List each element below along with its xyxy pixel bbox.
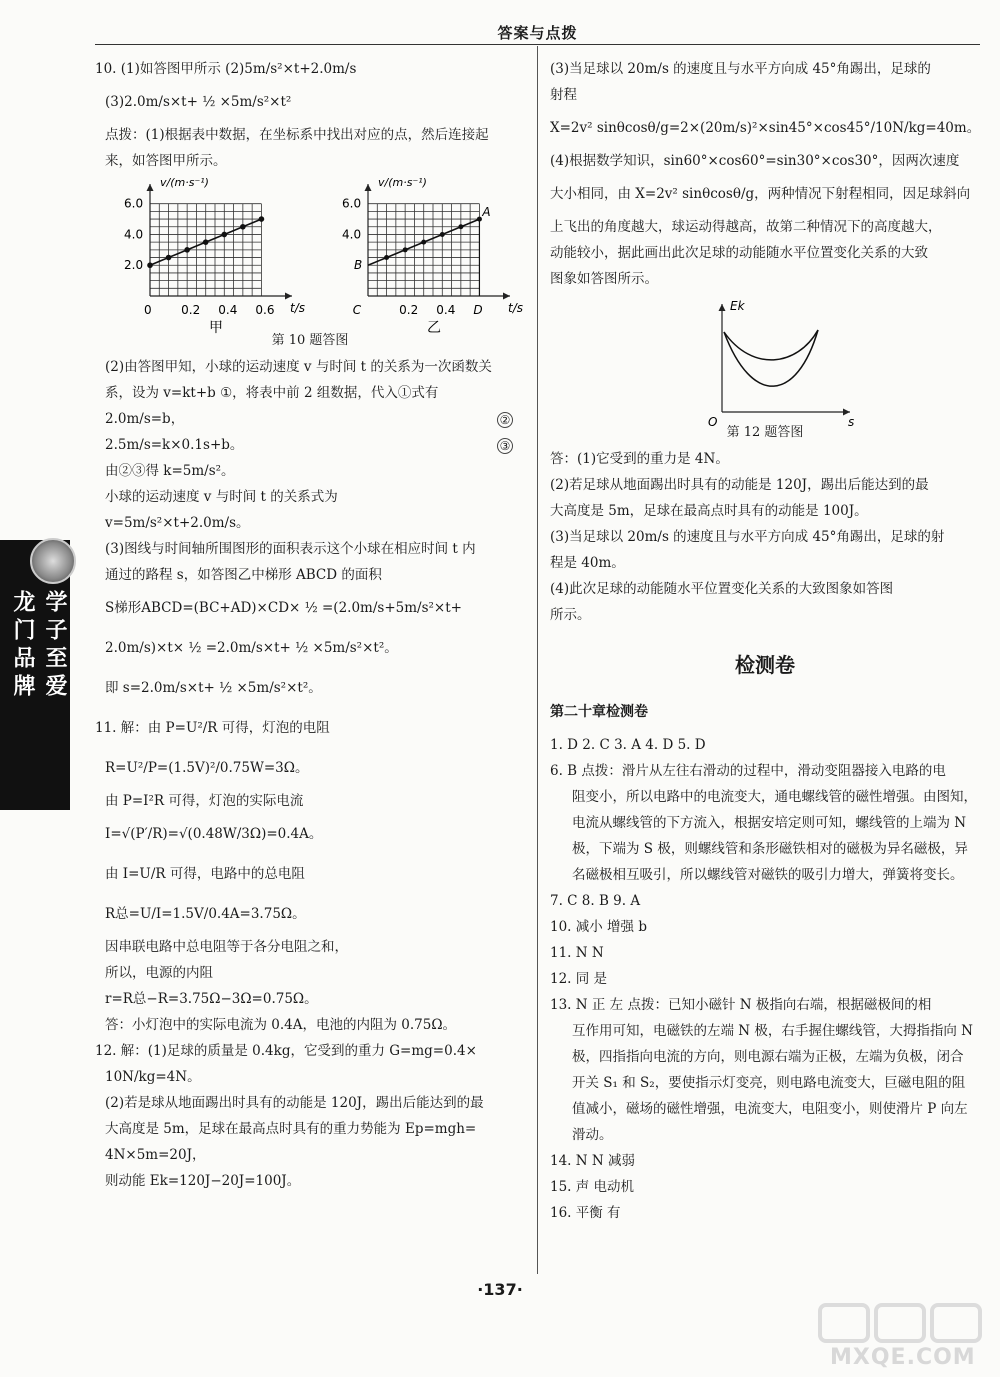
q10-body-line: (2)由答图甲知，小球的运动速度 v 与时间 t 的关系为一次函数关 [105, 359, 492, 375]
x-tick-label: D [473, 303, 483, 317]
q12-line: 4N×5m=20J， [105, 1147, 206, 1163]
graph-a [124, 176, 305, 336]
section-title: 检测卷 [735, 653, 795, 677]
q10-body-line: 由②③得 k=5m/s²。 [105, 463, 235, 479]
q12-cont-line: 图象如答图所示。 [550, 271, 658, 287]
data-point [203, 239, 209, 245]
x-tick-label: 0.4 [218, 303, 238, 317]
q12-line: 则动能 Ek=120J−20J=100J。 [105, 1173, 301, 1189]
q12-answer-line: 答：(1)它受到的重力是 4N。 [550, 451, 729, 467]
chapter-answer-line: 1. D 2. C 3. A 4. D 5. D [550, 737, 706, 753]
q10-hint-line: 点拨：(1)根据表中数据，在坐标系中找出对应的点，然后连接起 [105, 127, 489, 143]
chapter-answer-line: 15. 声 电动机 [550, 1179, 635, 1195]
q12-answer-line: 程是 40m。 [550, 555, 625, 571]
data-point [421, 240, 426, 245]
chapter-answer-line: 极，四指指向电流的方向，则电源右端为正极，左端为负极，闭合 [572, 1049, 964, 1065]
q12-graph-svg [550, 292, 980, 429]
q10-hint-line: 来，如答图甲所示。 [105, 153, 227, 169]
q11-line: R=U²/P=(1.5V)²/0.75W=3Ω。 [105, 760, 309, 776]
q10-body-line: 通过的路程 s，如答图乙中梯形 ABCD 的面积 [105, 567, 382, 583]
y-axis-label: v/(m·s⁻¹) [160, 176, 209, 189]
equation-mark: ③ [497, 438, 513, 454]
q10-body-line: v=5m/s²×t+2.0m/s。 [105, 515, 250, 531]
x-axis-label: t/s [290, 301, 305, 315]
brand-badge-icon [30, 538, 76, 584]
y-tick-label: 6.0 [124, 196, 144, 211]
y-axis-label: Ek [730, 299, 745, 313]
y-tick-label: 2.0 [124, 258, 144, 273]
chapter-answer-line: 开关 S₁ 和 S₂，要使指示灯变亮，则电路电流变大，巨磁电阻的阻 [572, 1075, 966, 1091]
data-point [184, 247, 190, 253]
q12-cont-line: 动能较小，据此画出此次足球的动能随水平位置变化关系的大致 [550, 245, 928, 261]
data-point [403, 247, 408, 252]
left-column [95, 56, 525, 1194]
q10-body-line: 2.0m/s=b， ② [95, 406, 525, 432]
x-tick-label: 0.6 [255, 303, 275, 317]
q11-line: 因串联电路中总电阻等于各分电阻之和， [105, 939, 348, 955]
q12-cont-line: X=2v² sinθcosθ/g=2×(20m/s)²×sin45°×cos45°/10N/kg=40m。 [550, 120, 981, 136]
chapter-answer-line: 10. 减小 增强 b [550, 919, 647, 935]
chapter-answer-line: 滑动。 [572, 1127, 613, 1143]
q11-line: I=√(P′/R)=√(0.48W/3Ω)=0.4A。 [105, 826, 323, 842]
q12-cont-line: 大小相同，由 X=2v² sinθcosθ/g，两种情况下射程相同，因足球斜向 [550, 186, 971, 202]
figure-10-caption: 第 10 题答图 [271, 333, 349, 348]
point-label-b: B [354, 258, 363, 273]
data-point [147, 262, 153, 268]
equation-mark: ② [497, 412, 513, 428]
q12-cont-line: (4)根据数学知识，sin60°×cos60°=sin30°×cos30°，因两次速度 [550, 153, 960, 169]
q10-body-line: S梯形ABCD=(BC+AD)×CD× ½ =(2.0m/s+5m/s²×t+ [105, 600, 462, 616]
q10-graphs [95, 176, 525, 336]
data-point [458, 224, 463, 229]
q11-line: 由 I=U/R 可得，电路中的总电阻 [105, 866, 305, 882]
origin-label: O [708, 415, 718, 429]
q11-line: 所以，电源的内阻 [105, 965, 213, 981]
q11-line: 11. 解：由 P=U²/R 可得，灯泡的电阻 [95, 720, 330, 736]
q10-body-line: 系，设为 v=kt+b ①，将表中前 2 组数据，代入①式有 [105, 385, 439, 401]
q11-line: 由 P=I²R 可得，灯泡的实际电流 [105, 793, 304, 809]
q12-cont-line: 上飞出的角度越大，球运动得越高，故第二种情况下的高度越大， [550, 219, 942, 235]
curve-first-kick [724, 330, 818, 360]
data-point [477, 217, 482, 222]
q11-line: r=R总−R=3.75Ω−3Ω=0.75Ω。 [105, 991, 318, 1007]
brand-slogan-1: 龙门品牌 [10, 590, 35, 702]
graph-b [342, 176, 523, 336]
right-column [550, 56, 980, 1226]
x-axis-label: s [848, 415, 855, 429]
q12-answer-line: (3)当足球以 20m/s 的速度且与水平方向成 45°角踢出，足球的射 [550, 529, 945, 545]
x-axis-label: t/s [508, 301, 523, 315]
data-point [240, 224, 246, 230]
data-point [384, 255, 389, 260]
x-tick-label: 0.4 [436, 303, 456, 317]
y-tick-label: 6.0 [342, 196, 362, 211]
q11-line: 答：小灯泡中的实际电流为 0.4A，电池的内阻为 0.75Ω。 [105, 1017, 457, 1033]
y-tick-label: 4.0 [342, 227, 362, 242]
chapter-answer-line: 13. N 正 左 点拨：已知小磁针 N 极指向右端，根据磁极间的相 [550, 997, 932, 1013]
point-label-a: A [482, 205, 491, 220]
data-point [221, 232, 227, 238]
q12-answer-line: (4)此次足球的动能随水平位置变化关系的大致图象如答图 [550, 581, 894, 597]
chapter-answer-line: 6. B 点拨：滑片从左往右滑动的过程中，滑动变阻器接入电路的电 [550, 763, 946, 779]
q10-answer-line: (3)2.0m/s×t+ ½ ×5m/s²×t² [105, 94, 292, 110]
data-point [166, 255, 172, 261]
data-point [440, 232, 445, 237]
chapter-answer-line: 极，下端为 S 极，则螺线管和条形磁铁相对的磁极为异名磁极，异 [572, 841, 968, 857]
q10-body-line: 2.5m/s=k×0.1s+b。 ③ [95, 432, 525, 458]
x-tick-label: 0.2 [399, 303, 419, 317]
figure-12-caption: 第 12 题答图 [726, 425, 804, 440]
q12-line: 大高度是 5m，足球在最高点时具有的重力势能为 Ep=mgh= [105, 1121, 477, 1137]
y-axis-label: v/(m·s⁻¹) [378, 176, 427, 189]
page-number: ·137· [477, 1280, 523, 1299]
chapter-answer-line: 12. 同 是 [550, 971, 608, 987]
q12-cont-line: 射程 [550, 87, 577, 103]
brand-slogan-2: 学子至爱 [42, 590, 67, 702]
chapter-answer-line: 电流从螺线管的下方流入，根据安培定则可知，螺线管的上端为 N [572, 815, 967, 831]
header-rule [95, 44, 980, 45]
column-divider [537, 46, 538, 1274]
q10-graphs-svg [95, 176, 525, 336]
chapter-answer-line: 互作用可知，电磁铁的左端 N 极，右手握住螺线管，大拇指指向 N [572, 1023, 973, 1039]
chapter-title: 第二十章检测卷 [550, 704, 648, 720]
chapter-answer-line: 7. C 8. B 9. A [550, 893, 641, 909]
chapter-answer-line: 值减小，磁场的磁性增强，电流变大，电阻变小，则使滑片 P 向左 [572, 1101, 968, 1117]
chapter-answer-line: 14. N N 减弱 [550, 1153, 635, 1169]
q12-answer-line: (2)若足球从地面踢出时具有的动能是 120J，踢出后能达到的最 [550, 477, 929, 493]
data-point [259, 216, 265, 222]
graph-name: 甲 [209, 320, 223, 336]
x-tick-label: 0 [144, 303, 152, 317]
page-header: 答案与点拨 [497, 24, 578, 42]
q10-body-line: (3)图线与时间轴所围图形的面积表示这个小球在相应时间 t 内 [105, 541, 476, 557]
q12-answer-line: 所示。 [550, 607, 591, 623]
watermark-text: MXQE.COM [830, 1345, 976, 1370]
q10-answer-line: 10. (1)如答图甲所示 (2)5m/s²×t+2.0m/s [95, 61, 357, 77]
x-tick-label: 0.2 [181, 303, 201, 317]
chapter-answer-line: 16. 平衡 有 [550, 1205, 621, 1221]
q10-body-line: 小球的运动速度 v 与时间 t 的关系式为 [105, 489, 338, 505]
curve-second-kick [724, 330, 818, 386]
q12-cont-line: (3)当足球以 20m/s 的速度且与水平方向成 45°角踢出，足球的 [550, 61, 931, 77]
q10-body-line: 2.0m/s)×t× ½ =2.0m/s×t+ ½ ×5m/s²×t²。 [105, 640, 398, 656]
q12-line: 10N/kg=4N。 [105, 1069, 201, 1085]
graph-c [708, 299, 854, 429]
x-tick-label: C [352, 303, 362, 317]
chapter-answer-line: 名磁极相互吸引，所以螺线管对磁铁的吸引力增大，弹簧将变长。 [572, 867, 964, 883]
chapter-answer-line: 阻变小，所以电路中的电流变大，通电螺线管的磁性增强。由图知， [572, 789, 977, 805]
q11-line: R总=U/I=1.5V/0.4A=3.75Ω。 [105, 906, 306, 922]
q12-graph [550, 292, 980, 429]
q12-line: 12. 解：(1)足球的质量是 0.4kg，它受到的重力 G=mg=0.4× [95, 1043, 477, 1059]
q12-answer-line: 大高度是 5m，足球在最高点时具有的动能是 100J。 [550, 503, 868, 519]
graph-name: 乙 [427, 320, 441, 336]
chapter-answer-line: 11. N N [550, 945, 604, 961]
q10-body-line: 即 s=2.0m/s×t+ ½ ×5m/s²×t²。 [105, 680, 322, 696]
q12-line: (2)若是球从地面踢出时具有的动能是 120J，踢出后能达到的最 [105, 1095, 484, 1111]
y-tick-label: 4.0 [124, 227, 144, 242]
